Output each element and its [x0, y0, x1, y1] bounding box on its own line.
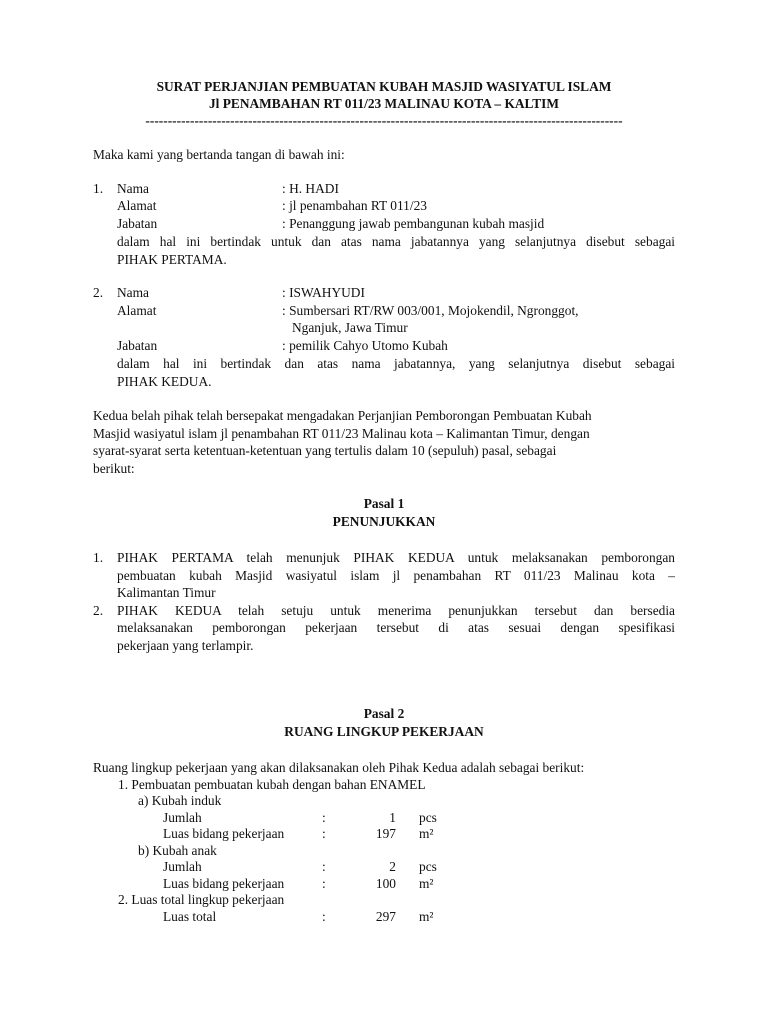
party-1-alamat-value: : jl penambahan RT 011/23 — [282, 198, 427, 213]
party-2-alamat-row — [93, 303, 675, 321]
pasal-1-item-line: PIHAK PERTAMA telah menunjuk PIHAK KEDUA untuk melaksanakan pemborongan — [117, 550, 675, 565]
row-colon: : — [322, 908, 326, 924]
row-label: Luas bidang pekerjaan — [163, 826, 285, 841]
document-title-line1: SURAT PERJANJIAN PEMBUATAN KUBAH MASJID WASIYATUL ISLAM — [156, 79, 612, 94]
pasal-1-item-line: melaksanakan pemborongan pekerjaan tersebut di atas sesuai dengan spesifikasi — [117, 620, 675, 635]
party-1-jabatan-row — [93, 216, 675, 234]
intro-text: Maka kami yang bertanda tangan di bawah ini: — [93, 147, 345, 162]
party-2-alamat-label: Alamat — [117, 302, 157, 318]
party-2 — [93, 285, 675, 390]
party-2-nama-row — [93, 285, 675, 303]
row-unit: m² — [419, 908, 434, 924]
agreement-line: Kedua belah pihak telah bersepakat mengadakan Perjanjian Pemborongan Pembuatan Kubah — [93, 408, 592, 423]
pasal-1-title: PENUNJUKKAN — [332, 514, 436, 529]
agreement-paragraph — [93, 407, 675, 477]
scope-row-b-luas — [93, 876, 675, 893]
party-1-nama-value: : H. HADI — [282, 180, 339, 196]
party-1-alamat-label: Alamat — [117, 198, 157, 213]
pasal-1-item-line: Kalimantan Timur — [117, 585, 216, 600]
party-2-nama-value: : ISWAHYUDI — [282, 285, 365, 300]
party-2-alamat-value-2: Nganjuk, Jawa Timur — [292, 320, 408, 335]
row-unit: pcs — [419, 809, 437, 825]
party-1-number: 1. — [93, 180, 104, 196]
party-2-jabatan-value: : pemilik Cahyo Utomo Kubah — [282, 337, 448, 353]
scope-row-total — [93, 909, 675, 926]
row-label: Luas bidang pekerjaan — [163, 875, 285, 891]
scope-row-b-jumlah — [93, 859, 675, 876]
row-colon: : — [322, 875, 326, 891]
scope-item-2: 2. Luas total lingkup pekerjaan — [118, 892, 285, 907]
row-value: 2 — [389, 859, 396, 874]
row-label: Luas total — [163, 908, 217, 924]
party-2-jabatan-row — [93, 338, 675, 356]
row-unit: pcs — [419, 859, 437, 874]
party-1-description: dalam hal ini bertindak untuk dan atas nama jabatannya yang selanjutnya disebut sebagai — [117, 234, 675, 249]
party-1-jabatan-label: Jabatan — [117, 215, 158, 231]
party-1-jabatan-value: : Penanggung jawab pembangunan kubah masjid — [282, 215, 545, 231]
pasal-2-section — [93, 705, 675, 925]
row-colon: : — [322, 809, 326, 825]
row-unit: m² — [419, 875, 434, 891]
party-1-alamat-row — [93, 198, 675, 216]
scope-table — [93, 777, 675, 926]
pasal-2-number: Pasal 2 — [363, 706, 405, 721]
pasal-1-list — [93, 549, 675, 654]
agreement-line: berikut: — [93, 460, 135, 476]
document-page — [93, 78, 675, 925]
party-1-nama-row — [93, 181, 675, 199]
party-2-nama-label: Nama — [117, 285, 149, 300]
party-1-role: PIHAK PERTAMA. — [117, 251, 227, 267]
document-title-line2: Jl PENAMBAHAN RT 011/23 MALINAU KOTA – KALTIM — [208, 96, 560, 111]
party-2-role: PIHAK KEDUA. — [117, 373, 212, 389]
party-2-jabatan-label: Jabatan — [117, 337, 158, 353]
row-colon: : — [322, 859, 326, 874]
pasal-1-number: Pasal 1 — [363, 496, 405, 511]
party-2-number: 2. — [93, 285, 104, 300]
pasal-1-item-number: 2. — [93, 602, 104, 618]
row-unit: m² — [419, 826, 434, 841]
row-colon: : — [322, 826, 326, 841]
pasal-1-item-line: pekerjaan yang terlampir. — [117, 637, 254, 653]
agreement-line: syarat-syarat serta ketentuan-ketentuan yang tertulis dalam 10 (sepuluh) pasal, sebagai — [93, 443, 557, 458]
pasal-1-item-number: 1. — [93, 550, 104, 565]
row-label: Jumlah — [163, 809, 202, 825]
scope-row-a-jumlah — [93, 810, 675, 827]
scope-item-1: 1. Pembuatan pembuatan kubah dengan bahan ENAMEL — [118, 776, 426, 792]
party-1-nama-label: Nama — [117, 180, 149, 196]
pasal-2-intro: Ruang lingkup pekerjaan yang akan dilaksanakan oleh Pihak Kedua adalah sebagai berikut: — [93, 760, 585, 775]
scope-row-a-luas — [93, 826, 675, 843]
agreement-line: Masjid wasiyatul islam jl penambahan RT 011/23 Malinau kota – Kalimantan Timur, dengan — [93, 425, 590, 441]
pasal-1-item-line: pembuatan kubah Masjid wasiyatul islam jl penambahan RT 011/23 Malinau kota – — [117, 567, 675, 583]
title-rule: ----------------------------------------------------------------------------------------------------------- — [145, 113, 623, 128]
party-1 — [93, 181, 675, 269]
pasal-1-item-line: PIHAK KEDUA telah setuju untuk menerima penunjukkan tersebut dan bersedia — [117, 602, 675, 618]
row-value: 197 — [375, 826, 396, 841]
row-value: 100 — [375, 875, 396, 891]
row-value: 1 — [389, 809, 396, 825]
row-value: 297 — [375, 908, 396, 924]
pasal-1-item — [93, 602, 675, 655]
row-label: Jumlah — [163, 859, 202, 874]
pasal-1-item — [93, 549, 675, 602]
party-2-description: dalam hal ini bertindak dan atas nama jabatannya, yang selanjutnya disebut sebagai — [117, 356, 675, 371]
pasal-2-title: RUANG LINGKUP PEKERJAAN — [284, 724, 484, 739]
party-2-alamat-value: : Sumbersari RT/RW 003/001, Mojokendil, Ngronggot, — [282, 302, 579, 318]
scope-sub-b: b) Kubah anak — [138, 842, 217, 858]
party-2-alamat-row-2 — [93, 320, 675, 338]
pasal-1-section — [93, 495, 675, 654]
scope-sub-a: a) Kubah induk — [138, 793, 222, 808]
